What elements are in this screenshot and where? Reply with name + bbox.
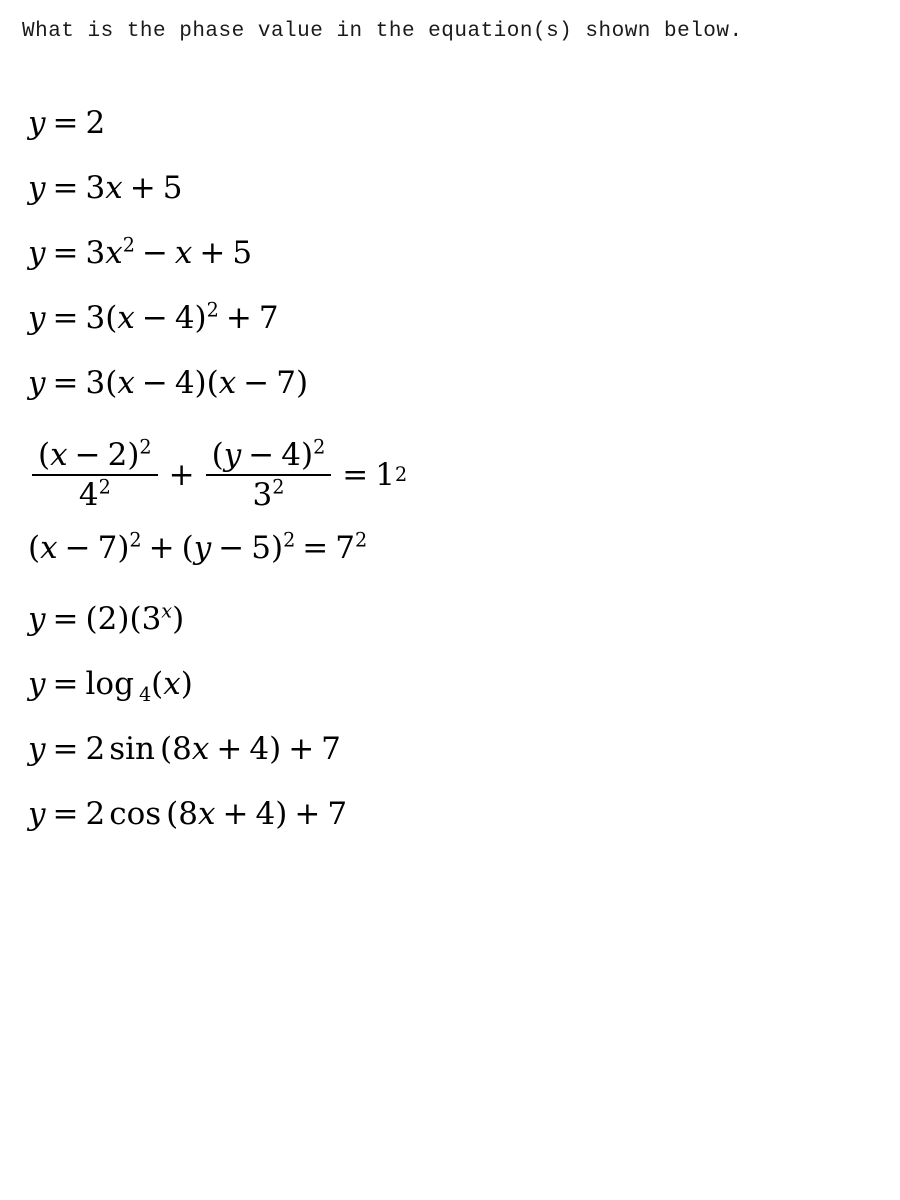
ellipse-x-numerator	[32, 436, 158, 474]
ellipse-y-term	[206, 436, 332, 513]
right-paren: )	[270, 530, 284, 567]
prompt-text: What is the phase value in the equation(s) shown below.	[22, 20, 743, 43]
variable-x: x	[191, 731, 210, 768]
equation-constant	[28, 105, 900, 142]
plus-sign: +	[222, 796, 249, 833]
left-paren: (	[166, 796, 179, 833]
equals-sign: =	[52, 105, 79, 142]
exponent-2: 2	[283, 529, 296, 553]
constant-7: 7	[276, 365, 296, 402]
plus-sign: +	[225, 300, 252, 337]
variable-y: y	[28, 796, 46, 833]
phase-4: 4	[255, 796, 276, 833]
coefficient-3: 3	[85, 365, 106, 402]
right-paren: )	[172, 601, 185, 638]
right-paren: )	[275, 796, 288, 833]
equals-sign: =	[52, 731, 79, 768]
variable-y: y	[28, 666, 46, 703]
constant-7: 7	[335, 530, 356, 567]
frequency-coefficient: 8	[172, 731, 192, 768]
exponent-2: 2	[98, 475, 111, 499]
variable-y: y	[28, 170, 46, 207]
variable-y: y	[28, 365, 46, 402]
ellipse-y-denominator	[206, 474, 332, 512]
equals-sign: =	[52, 796, 79, 833]
log-function: log	[85, 666, 134, 703]
phase-4: 4	[249, 731, 270, 768]
equation-sine	[28, 731, 900, 768]
variable-y: y	[28, 105, 46, 142]
left-paren: (	[129, 601, 142, 638]
left-paren: (	[211, 437, 224, 474]
left-paren: (	[105, 300, 118, 337]
constant-2: 2	[97, 601, 118, 638]
constant-7: 7	[97, 530, 118, 567]
equals-sign: =	[52, 365, 79, 402]
constant-2: 2	[107, 437, 128, 474]
equation-logarithm	[28, 666, 900, 707]
variable-x: x	[105, 170, 123, 207]
equation-vertex-form	[28, 299, 900, 337]
minus-sign: −	[218, 530, 245, 567]
plus-sign: +	[294, 796, 321, 833]
equals-sign: =	[52, 235, 79, 272]
exponent-2: 2	[139, 436, 152, 460]
variable-x: x	[40, 530, 58, 567]
minus-sign: −	[141, 235, 168, 272]
minus-sign: −	[243, 365, 270, 402]
equals-sign: =	[52, 666, 79, 703]
right-paren: )	[117, 601, 130, 638]
minus-sign: −	[141, 365, 168, 402]
equation-circle	[28, 529, 900, 567]
coefficient-3: 3	[85, 235, 106, 272]
constant-3: 3	[252, 476, 273, 513]
ellipse-x-term	[32, 436, 158, 513]
constant-5: 5	[251, 530, 271, 567]
equation-list	[0, 105, 900, 833]
variable-y: y	[193, 530, 212, 567]
minus-sign: −	[248, 437, 275, 474]
minus-sign: −	[64, 530, 91, 567]
left-paren: (	[105, 365, 118, 402]
right-paren: )	[127, 437, 140, 474]
constant-4: 4	[78, 476, 99, 513]
coefficient-3: 3	[85, 170, 106, 207]
exponent-2: 2	[355, 529, 368, 553]
equation-linear	[28, 170, 900, 207]
cos-function: cos	[109, 796, 162, 833]
variable-x: x	[117, 365, 135, 402]
minus-sign: −	[74, 437, 101, 474]
variable-x: x	[50, 437, 68, 474]
coefficient-3: 3	[85, 300, 106, 337]
left-paren: (	[85, 601, 98, 638]
constant-7: 7	[258, 300, 279, 337]
plus-sign: +	[199, 235, 226, 272]
constant-1: 1	[375, 456, 396, 493]
minus-sign: −	[141, 300, 168, 337]
variable-y: y	[28, 731, 46, 768]
variable-y: y	[28, 601, 46, 638]
ellipse-x-denominator	[32, 474, 158, 512]
equals-sign: =	[302, 530, 329, 567]
variable-x: x	[218, 365, 237, 402]
constant-2: 2	[85, 105, 106, 142]
plus-sign: +	[148, 530, 175, 567]
exponent-2: 2	[122, 234, 135, 258]
equals-sign: =	[342, 456, 369, 493]
variable-y: y	[28, 235, 46, 272]
equals-sign: =	[52, 300, 79, 337]
right-paren: )	[295, 365, 309, 402]
variable-x: x	[117, 300, 135, 337]
right-paren: )	[117, 530, 130, 567]
ellipse-y-numerator	[206, 436, 332, 474]
constant-4: 4	[281, 437, 301, 474]
equation-ellipse: $\frac{(x - 2)^2}{4^2}$ + $\frac{(y - 4)^2}{3^2}$ = 1 2	[28, 439, 900, 511]
frequency-coefficient: 8	[178, 796, 199, 833]
variable-y: y	[28, 300, 46, 337]
equals-sign: =	[52, 601, 79, 638]
vertical-shift-7: 7	[327, 796, 348, 833]
equation-quadratic	[28, 234, 900, 272]
plus-sign: +	[129, 170, 156, 207]
equation-exponential	[28, 600, 900, 638]
sin-function: sin	[109, 731, 156, 768]
exponent-x: x	[161, 600, 173, 624]
right-paren: )	[194, 365, 207, 402]
plus-sign: +	[288, 731, 315, 768]
right-paren: )	[180, 666, 193, 703]
base-3: 3	[141, 601, 162, 638]
equation-cosine	[28, 796, 900, 833]
amplitude-2: 2	[85, 796, 106, 833]
left-paren: (	[181, 530, 194, 567]
constant-5: 5	[232, 235, 253, 272]
exponent-2: 2	[129, 529, 142, 553]
right-paren: )	[194, 300, 207, 337]
vertical-shift-7: 7	[321, 731, 341, 768]
exponent-2: 2	[313, 436, 326, 460]
constant-4: 4	[174, 300, 195, 337]
right-paren: )	[269, 731, 282, 768]
constant-5: 5	[162, 170, 183, 207]
variable-y: y	[223, 437, 242, 474]
variable-x: x	[174, 235, 193, 272]
constant-4: 4	[174, 365, 195, 402]
plus-sign: +	[168, 456, 195, 493]
variable-x: x	[198, 796, 216, 833]
left-paren: (	[28, 530, 41, 567]
right-paren: )	[300, 437, 314, 474]
left-paren: (	[206, 365, 219, 402]
variable-x: x	[105, 235, 123, 272]
equation-factored	[28, 365, 900, 402]
log-base-4: 4	[138, 683, 152, 707]
variable-x: x	[163, 666, 181, 703]
amplitude-2: 2	[85, 731, 106, 768]
left-paren: (	[151, 666, 164, 703]
exponent-2: 2	[272, 475, 285, 499]
exponent-2: 2	[206, 299, 219, 323]
plus-sign: +	[216, 731, 243, 768]
left-paren: (	[160, 731, 173, 768]
left-paren: (	[38, 437, 51, 474]
equals-sign: =	[52, 170, 79, 207]
